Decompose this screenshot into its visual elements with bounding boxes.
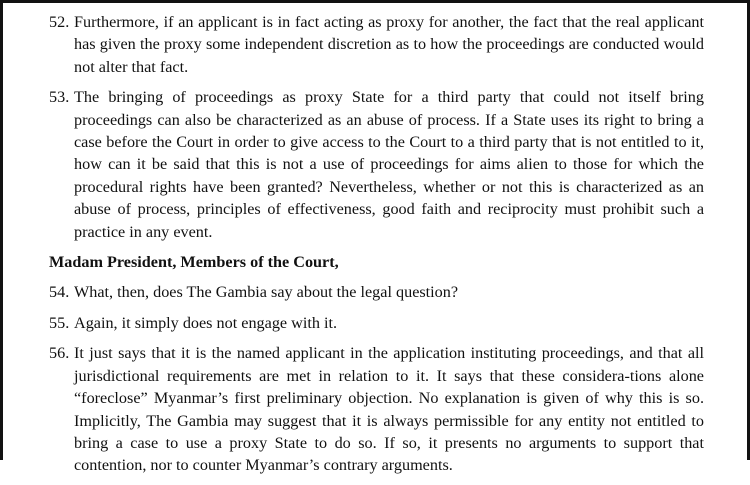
paragraph-55 — [49, 312, 704, 334]
paragraph-text: The bringing of proceedings as proxy State for a third party that could not itself bring proceedings can also be characterized as an abuse of process. If a State uses its right to bring a case before the Court in order to give access to the Court to a third party that is not entitled to it, how can it be said that this is not a use of proceedings for aims alien to those for which the procedural rights have been granted? Nevertheless, whether or not this is characterized as an abuse of process, principles of effectiveness, good faith and reciprocity must prohibit such a practice in any event. — [74, 88, 704, 241]
paragraph-number: 53. — [49, 88, 70, 107]
paragraph-56 — [49, 342, 704, 476]
document-body — [49, 11, 704, 485]
paragraph-number: 56. — [49, 344, 70, 363]
paragraph-54 — [49, 281, 704, 303]
paragraph-number: 52. — [49, 13, 70, 31]
paragraph-53 — [49, 86, 704, 243]
paragraph-text: What, then, does The Gambia say about the legal question? — [74, 283, 459, 302]
paragraph-52 — [49, 11, 704, 78]
paragraph-text: It just says that it is the named applicant in the application instituting proceedings, and that all jurisdictional requirements are met in relation to it. It says that these considera-tions alone “foreclose” Myanmar’s first preliminary objection. No explanation is given of why this is so. Implicitly, The Gambia may suggest that it is always permissible for any entity not entitled to bring a case to use a proxy State to do so. If so, it presents no arguments to support that contention, nor to counter Myanmar’s contrary arguments. — [74, 344, 704, 475]
paragraph-text: Again, it simply does not engage with it. — [74, 313, 338, 332]
paragraph-number: 55. — [49, 313, 70, 332]
paragraph-text: Furthermore, if an applicant is in fact acting as proxy for another, the fact that the real applicant has given the proxy some independent discretion as to how the proceedings are conducted would not alter that fact. — [74, 13, 704, 76]
paragraph-number: 54. — [49, 283, 70, 302]
section-heading: Madam President, Members of the Court, — [49, 253, 339, 272]
